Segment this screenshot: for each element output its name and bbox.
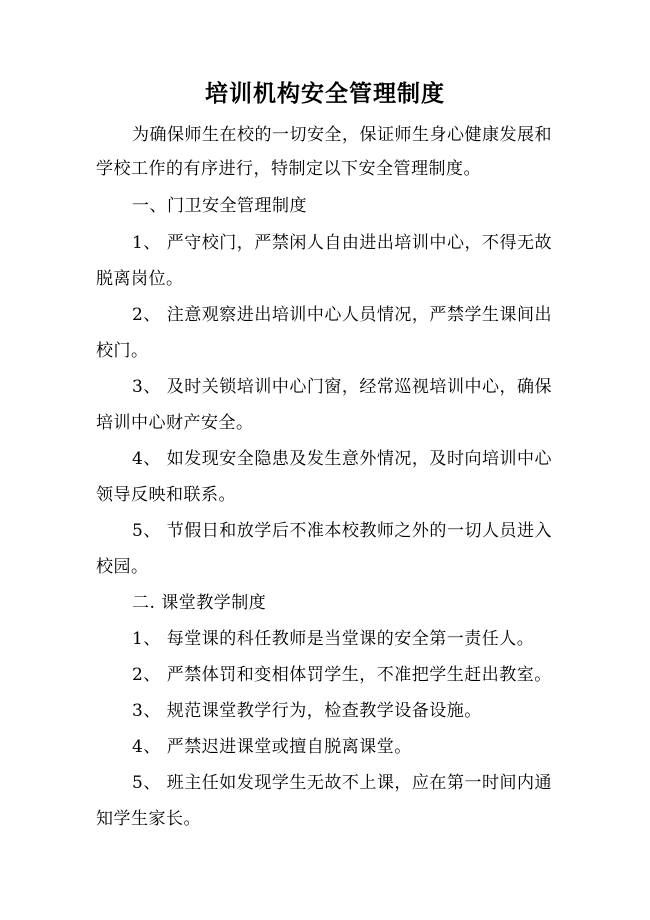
- section-1-item-5-line-1: 5、 节假日和放学后不准本校教师之外的一切人员进入: [132, 521, 552, 541]
- intro-line-1: 为确保师生在校的一切安全，保证师生身心健康发展和: [132, 125, 552, 145]
- section-1-item-2-line-1: 2、 注意观察进出培训中心人员情况，严禁学生课间出: [132, 305, 552, 325]
- section-2-item-5-line-1: 5、 班主任如发现学生无故不上课，应在第一时间内通: [132, 773, 552, 793]
- section-2-item-1: 1、 每堂课的科任教师是当堂课的安全第一责任人。: [132, 629, 535, 649]
- section-1-item-3-line-2: 培训中心财产安全。: [96, 413, 254, 433]
- section-2-item-5-line-2: 知学生家长。: [96, 809, 201, 829]
- section-1-item-1-line-1: 1、 严守校门，严禁闲人自由进出培训中心，不得无故: [132, 233, 552, 253]
- section-2-item-2: 2、 严禁体罚和变相体罚学生，不准把学生赶出教室。: [132, 665, 552, 685]
- document-title: 培训机构安全管理制度: [205, 81, 445, 107]
- section-1-heading: 一、门卫安全管理制度: [132, 196, 307, 216]
- section-1-item-1-line-2: 脱离岗位。: [96, 269, 184, 289]
- section-1-item-2-line-2: 校门。: [96, 341, 149, 361]
- section-1-item-3-line-1: 3、 及时关锁培训中心门窗，经常巡视培训中心，确保: [132, 377, 552, 397]
- section-1-item-5-line-2: 校园。: [96, 557, 149, 577]
- section-2-heading: 二. 课堂教学制度: [132, 593, 267, 613]
- section-1-item-4-line-2: 领导反映和联系。: [96, 485, 236, 505]
- section-2-item-3: 3、 规范课堂教学行为，检查教学设备设施。: [132, 701, 482, 721]
- section-2-item-4: 4、 严禁迟进课堂或擅自脱离课堂。: [132, 737, 412, 757]
- intro-line-2: 学校工作的有序进行，特制定以下安全管理制度。: [96, 159, 481, 179]
- section-1-item-4-line-1: 4、 如发现安全隐患及发生意外情况，及时向培训中心: [132, 449, 552, 469]
